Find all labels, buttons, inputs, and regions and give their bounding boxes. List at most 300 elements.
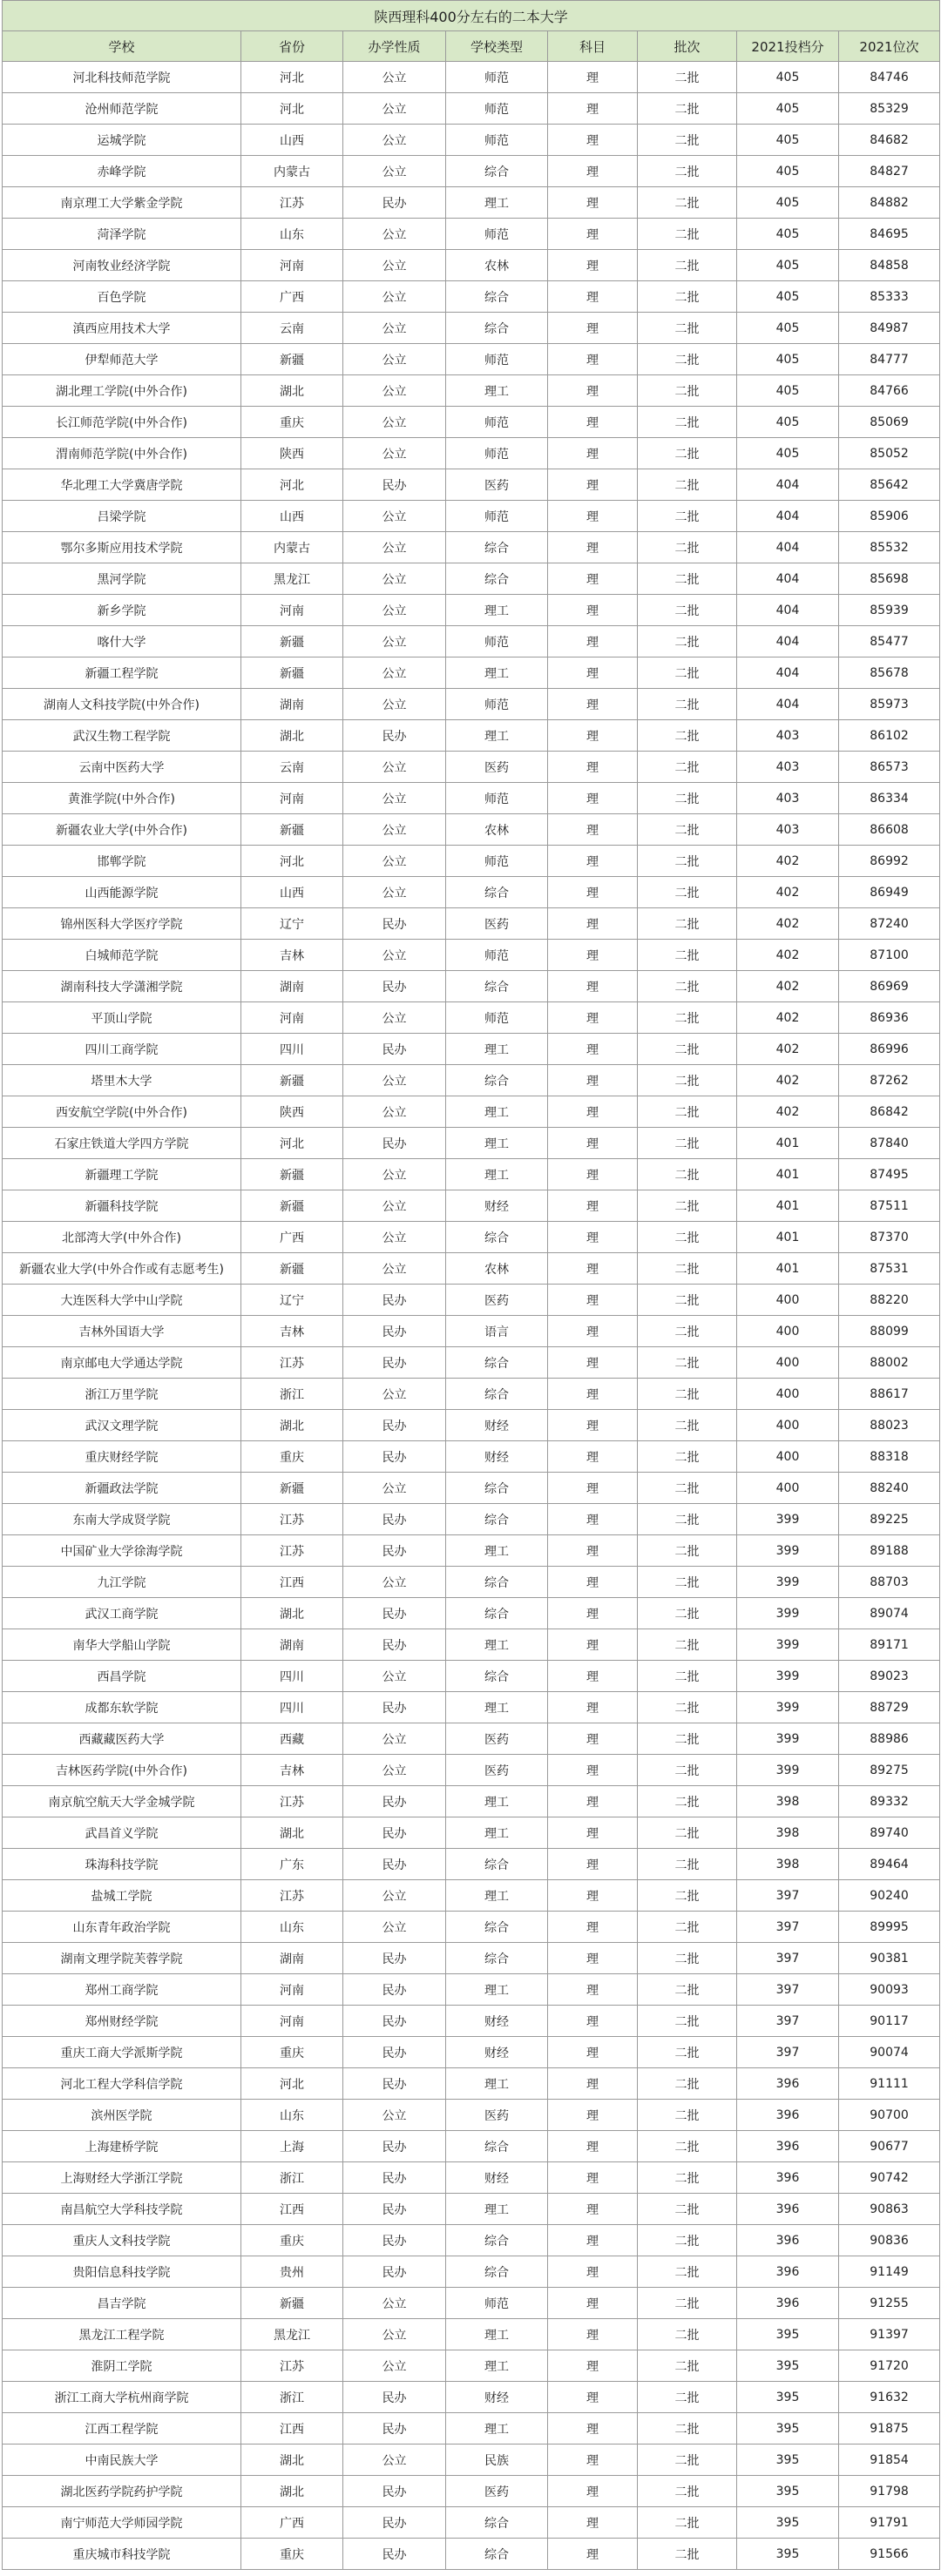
table-row	[3, 783, 940, 814]
university-table	[2, 0, 940, 2570]
cell-batch: 二批	[638, 1096, 737, 1128]
cell-type: 理工	[446, 595, 548, 626]
cell-rank: 86936	[839, 1002, 940, 1034]
cell-rank: 87262	[839, 1065, 940, 1096]
cell-batch: 二批	[638, 438, 737, 469]
cell-type: 民族	[446, 2445, 548, 2476]
cell-nature: 公立	[343, 1912, 446, 1943]
cell-type: 综合	[446, 2539, 548, 2570]
cell-batch: 二批	[638, 281, 737, 313]
cell-subject: 理	[548, 626, 638, 657]
cell-province: 浙江	[241, 2162, 343, 2194]
table-row	[3, 2256, 940, 2288]
cell-type: 综合	[446, 1912, 548, 1943]
cell-score: 403	[737, 814, 839, 846]
cell-school: 四川工商学院	[3, 1034, 241, 1065]
cell-rank: 91397	[839, 2319, 940, 2350]
cell-school: 大连医科大学中山学院	[3, 1285, 241, 1316]
cell-nature: 公立	[343, 407, 446, 438]
cell-province: 湖北	[241, 1817, 343, 1849]
table-row	[3, 1159, 940, 1190]
cell-rank: 88986	[839, 1723, 940, 1755]
cell-province: 湖北	[241, 1410, 343, 1441]
cell-score: 395	[737, 2319, 839, 2350]
cell-school: 珠海科技学院	[3, 1849, 241, 1880]
cell-subject: 理	[548, 1128, 638, 1159]
cell-score: 396	[737, 2162, 839, 2194]
cell-type: 理工	[446, 1880, 548, 1912]
cell-rank: 86969	[839, 971, 940, 1002]
table-row	[3, 2382, 940, 2413]
cell-province: 广西	[241, 281, 343, 313]
cell-school: 九江学院	[3, 1567, 241, 1598]
cell-school: 北部湾大学(中外合作)	[3, 1222, 241, 1253]
cell-subject: 理	[548, 1441, 638, 1473]
cell-province: 江苏	[241, 1347, 343, 1379]
cell-rank: 89740	[839, 1817, 940, 1849]
cell-subject: 理	[548, 2037, 638, 2068]
cell-nature: 公立	[343, 1661, 446, 1692]
table-row	[3, 281, 940, 313]
cell-nature: 民办	[343, 2006, 446, 2037]
cell-score: 402	[737, 846, 839, 877]
cell-type: 理工	[446, 1974, 548, 2006]
cell-school: 新疆农业大学(中外合作)	[3, 814, 241, 846]
cell-batch: 二批	[638, 1849, 737, 1880]
cell-type: 综合	[446, 1943, 548, 1974]
cell-rank: 86992	[839, 846, 940, 877]
cell-rank: 88002	[839, 1347, 940, 1379]
cell-score: 396	[737, 2256, 839, 2288]
cell-subject: 理	[548, 2476, 638, 2507]
cell-school: 新疆农业大学(中外合作或有志愿考生)	[3, 1253, 241, 1285]
cell-subject: 理	[548, 2194, 638, 2225]
cell-rank: 86102	[839, 720, 940, 752]
cell-score: 399	[737, 1723, 839, 1755]
cell-type: 财经	[446, 1441, 548, 1473]
cell-rank: 89995	[839, 1912, 940, 1943]
cell-school: 塔里木大学	[3, 1065, 241, 1096]
cell-subject: 理	[548, 689, 638, 720]
cell-province: 重庆	[241, 407, 343, 438]
cell-score: 395	[737, 2350, 839, 2382]
cell-nature: 民办	[343, 1504, 446, 1535]
cell-school: 湖南科技大学潇湘学院	[3, 971, 241, 1002]
cell-type: 师范	[446, 344, 548, 375]
cell-province: 辽宁	[241, 1285, 343, 1316]
cell-province: 河北	[241, 846, 343, 877]
cell-score: 403	[737, 752, 839, 783]
cell-type: 理工	[446, 2350, 548, 2382]
table-row	[3, 814, 940, 846]
cell-score: 399	[737, 1535, 839, 1567]
cell-rank: 91798	[839, 2476, 940, 2507]
cell-nature: 民办	[343, 1692, 446, 1723]
cell-subject: 理	[548, 2288, 638, 2319]
cell-province: 江苏	[241, 1504, 343, 1535]
cell-school: 湖南人文科技学院(中外合作)	[3, 689, 241, 720]
table-row	[3, 1535, 940, 1567]
cell-type: 医药	[446, 908, 548, 940]
cell-score: 405	[737, 313, 839, 344]
cell-nature: 公立	[343, 1755, 446, 1786]
cell-batch: 二批	[638, 908, 737, 940]
cell-nature: 公立	[343, 2288, 446, 2319]
cell-rank: 88318	[839, 1441, 940, 1473]
cell-school: 西昌学院	[3, 1661, 241, 1692]
cell-score: 397	[737, 1912, 839, 1943]
cell-school: 新疆理工学院	[3, 1159, 241, 1190]
cell-batch: 二批	[638, 1943, 737, 1974]
cell-rank: 91854	[839, 2445, 940, 2476]
cell-nature: 公立	[343, 344, 446, 375]
table-row	[3, 344, 940, 375]
cell-school: 喀什大学	[3, 626, 241, 657]
table-row	[3, 1190, 940, 1222]
cell-nature: 民办	[343, 1410, 446, 1441]
cell-school: 黑龙江工程学院	[3, 2319, 241, 2350]
cell-school: 西藏藏医药大学	[3, 1723, 241, 1755]
cell-rank: 87840	[839, 1128, 940, 1159]
table-row	[3, 469, 940, 501]
cell-subject: 理	[548, 1096, 638, 1128]
cell-subject: 理	[548, 783, 638, 814]
table-row	[3, 752, 940, 783]
cell-type: 理工	[446, 1034, 548, 1065]
cell-score: 395	[737, 2382, 839, 2413]
table-row	[3, 626, 940, 657]
cell-province: 江西	[241, 2413, 343, 2445]
cell-batch: 二批	[638, 1661, 737, 1692]
cell-type: 理工	[446, 1786, 548, 1817]
cell-nature: 公立	[343, 689, 446, 720]
table-row	[3, 971, 940, 1002]
cell-nature: 公立	[343, 1567, 446, 1598]
cell-type: 医药	[446, 469, 548, 501]
cell-nature: 公立	[343, 438, 446, 469]
cell-rank: 90117	[839, 2006, 940, 2037]
cell-province: 重庆	[241, 2225, 343, 2256]
cell-nature: 公立	[343, 2100, 446, 2131]
cell-subject: 理	[548, 1849, 638, 1880]
cell-rank: 85906	[839, 501, 940, 532]
cell-school: 新乡学院	[3, 595, 241, 626]
cell-school: 中国矿业大学徐海学院	[3, 1535, 241, 1567]
cell-batch: 二批	[638, 1253, 737, 1285]
cell-subject: 理	[548, 971, 638, 1002]
table-row	[3, 532, 940, 563]
table-row	[3, 2288, 940, 2319]
cell-province: 湖北	[241, 1598, 343, 1629]
cell-batch: 二批	[638, 407, 737, 438]
cell-province: 黑龙江	[241, 563, 343, 595]
cell-school: 南京理工大学紫金学院	[3, 187, 241, 219]
cell-province: 湖南	[241, 1629, 343, 1661]
cell-school: 新疆政法学院	[3, 1473, 241, 1504]
cell-subject: 理	[548, 1880, 638, 1912]
cell-score: 401	[737, 1222, 839, 1253]
cell-school: 滇西应用技术大学	[3, 313, 241, 344]
cell-subject: 理	[548, 125, 638, 156]
cell-batch: 二批	[638, 783, 737, 814]
cell-batch: 二批	[638, 2068, 737, 2100]
cell-type: 理工	[446, 1096, 548, 1128]
cell-province: 湖南	[241, 1943, 343, 1974]
cell-batch: 二批	[638, 93, 737, 125]
cell-province: 新疆	[241, 2288, 343, 2319]
cell-type: 理工	[446, 657, 548, 689]
cell-batch: 二批	[638, 2194, 737, 2225]
cell-score: 404	[737, 501, 839, 532]
cell-type: 师范	[446, 846, 548, 877]
cell-school: 浙江工商大学杭州商学院	[3, 2382, 241, 2413]
cell-school: 菏泽学院	[3, 219, 241, 250]
cell-type: 师范	[446, 438, 548, 469]
cell-rank: 90240	[839, 1880, 940, 1912]
cell-province: 浙江	[241, 1379, 343, 1410]
cell-province: 吉林	[241, 940, 343, 971]
cell-school: 湖北理工学院(中外合作)	[3, 375, 241, 407]
table-row	[3, 1347, 940, 1379]
cell-type: 理工	[446, 1128, 548, 1159]
cell-school: 河北工程大学科信学院	[3, 2068, 241, 2100]
cell-score: 405	[737, 281, 839, 313]
table-row	[3, 375, 940, 407]
table-row	[3, 1723, 940, 1755]
cell-school: 白城师范学院	[3, 940, 241, 971]
cell-province: 新疆	[241, 1190, 343, 1222]
cell-batch: 二批	[638, 2319, 737, 2350]
cell-nature: 公立	[343, 1723, 446, 1755]
cell-school: 河北科技师范学院	[3, 62, 241, 93]
table-row	[3, 93, 940, 125]
cell-nature: 公立	[343, 940, 446, 971]
cell-batch: 二批	[638, 595, 737, 626]
cell-school: 重庆人文科技学院	[3, 2225, 241, 2256]
cell-score: 400	[737, 1285, 839, 1316]
cell-score: 404	[737, 626, 839, 657]
cell-batch: 二批	[638, 1598, 737, 1629]
cell-province: 四川	[241, 1692, 343, 1723]
cell-batch: 二批	[638, 2382, 737, 2413]
cell-province: 新疆	[241, 657, 343, 689]
cell-subject: 理	[548, 313, 638, 344]
cell-province: 河南	[241, 250, 343, 281]
table-title: 陕西理科400分左右的二本大学	[3, 1, 940, 31]
cell-rank: 89225	[839, 1504, 940, 1535]
cell-score: 405	[737, 438, 839, 469]
cell-rank: 91720	[839, 2350, 940, 2382]
cell-score: 405	[737, 62, 839, 93]
cell-batch: 二批	[638, 2350, 737, 2382]
cell-score: 402	[737, 940, 839, 971]
cell-province: 江苏	[241, 1535, 343, 1567]
table-row	[3, 846, 940, 877]
cell-school: 赤峰学院	[3, 156, 241, 187]
cell-nature: 公立	[343, 1880, 446, 1912]
table-row	[3, 219, 940, 250]
table-row	[3, 2194, 940, 2225]
cell-score: 403	[737, 783, 839, 814]
cell-type: 理工	[446, 1159, 548, 1190]
table-row	[3, 2100, 940, 2131]
table-row	[3, 1473, 940, 1504]
table-row	[3, 407, 940, 438]
cell-province: 陕西	[241, 1096, 343, 1128]
table-row	[3, 1755, 940, 1786]
cell-school: 河南牧业经济学院	[3, 250, 241, 281]
header-batch: 批次	[638, 31, 737, 62]
cell-province: 重庆	[241, 1441, 343, 1473]
cell-subject: 理	[548, 407, 638, 438]
cell-type: 农林	[446, 1253, 548, 1285]
cell-score: 401	[737, 1253, 839, 1285]
cell-batch: 二批	[638, 626, 737, 657]
cell-type: 综合	[446, 281, 548, 313]
cell-subject: 理	[548, 2539, 638, 2570]
cell-nature: 公立	[343, 1473, 446, 1504]
cell-province: 云南	[241, 752, 343, 783]
cell-province: 河南	[241, 2006, 343, 2037]
cell-batch: 二批	[638, 2006, 737, 2037]
cell-type: 师范	[446, 219, 548, 250]
cell-nature: 公立	[343, 1002, 446, 1034]
cell-score: 396	[737, 2068, 839, 2100]
table-row	[3, 908, 940, 940]
cell-school: 云南中医药大学	[3, 752, 241, 783]
table-row	[3, 877, 940, 908]
cell-subject: 理	[548, 219, 638, 250]
cell-province: 四川	[241, 1661, 343, 1692]
cell-type: 综合	[446, 1849, 548, 1880]
cell-rank: 85052	[839, 438, 940, 469]
cell-rank: 85642	[839, 469, 940, 501]
table-row	[3, 1410, 940, 1441]
cell-school: 新疆科技学院	[3, 1190, 241, 1222]
cell-subject: 理	[548, 1347, 638, 1379]
cell-province: 江西	[241, 2194, 343, 2225]
cell-nature: 民办	[343, 1629, 446, 1661]
cell-province: 重庆	[241, 2037, 343, 2068]
cell-type: 理工	[446, 187, 548, 219]
cell-province: 河北	[241, 1128, 343, 1159]
header-nature: 办学性质	[343, 31, 446, 62]
cell-subject: 理	[548, 940, 638, 971]
cell-rank: 91111	[839, 2068, 940, 2100]
table-row	[3, 2037, 940, 2068]
cell-nature: 公立	[343, 2445, 446, 2476]
cell-type: 综合	[446, 877, 548, 908]
cell-score: 402	[737, 971, 839, 1002]
cell-subject: 理	[548, 344, 638, 375]
cell-school: 黄淮学院(中外合作)	[3, 783, 241, 814]
table-row	[3, 501, 940, 532]
cell-batch: 二批	[638, 62, 737, 93]
cell-type: 医药	[446, 1285, 548, 1316]
cell-batch: 二批	[638, 1159, 737, 1190]
cell-nature: 公立	[343, 93, 446, 125]
cell-score: 397	[737, 2006, 839, 2037]
cell-rank: 84682	[839, 125, 940, 156]
cell-rank: 90836	[839, 2225, 940, 2256]
cell-rank: 84987	[839, 313, 940, 344]
cell-batch: 二批	[638, 2539, 737, 2570]
cell-school: 南京航空航天大学金城学院	[3, 1786, 241, 1817]
cell-province: 山东	[241, 1912, 343, 1943]
cell-rank: 87370	[839, 1222, 940, 1253]
cell-score: 395	[737, 2445, 839, 2476]
table-row	[3, 1034, 940, 1065]
cell-score: 402	[737, 877, 839, 908]
cell-nature: 民办	[343, 2382, 446, 2413]
cell-score: 405	[737, 219, 839, 250]
cell-province: 新疆	[241, 814, 343, 846]
cell-subject: 理	[548, 1912, 638, 1943]
cell-batch: 二批	[638, 1567, 737, 1598]
cell-batch: 二批	[638, 1723, 737, 1755]
table-row	[3, 187, 940, 219]
cell-subject: 理	[548, 187, 638, 219]
cell-type: 师范	[446, 783, 548, 814]
cell-nature: 公立	[343, 1190, 446, 1222]
cell-school: 运城学院	[3, 125, 241, 156]
cell-nature: 公立	[343, 752, 446, 783]
cell-score: 398	[737, 1817, 839, 1849]
cell-rank: 84858	[839, 250, 940, 281]
cell-subject: 理	[548, 1190, 638, 1222]
cell-type: 综合	[446, 1504, 548, 1535]
cell-nature: 民办	[343, 2037, 446, 2068]
cell-province: 河北	[241, 2068, 343, 2100]
cell-province: 吉林	[241, 1316, 343, 1347]
cell-province: 四川	[241, 1034, 343, 1065]
cell-score: 399	[737, 1598, 839, 1629]
cell-batch: 二批	[638, 1410, 737, 1441]
cell-batch: 二批	[638, 1504, 737, 1535]
cell-province: 湖南	[241, 689, 343, 720]
cell-province: 江苏	[241, 187, 343, 219]
cell-province: 浙江	[241, 2382, 343, 2413]
cell-score: 395	[737, 2413, 839, 2445]
cell-nature: 民办	[343, 1034, 446, 1065]
cell-type: 综合	[446, 313, 548, 344]
cell-school: 渭南师范学院(中外合作)	[3, 438, 241, 469]
table-row	[3, 438, 940, 469]
cell-province: 西藏	[241, 1723, 343, 1755]
cell-school: 沧州师范学院	[3, 93, 241, 125]
cell-score: 404	[737, 595, 839, 626]
cell-subject: 理	[548, 595, 638, 626]
table-row	[3, 2162, 940, 2194]
cell-score: 401	[737, 1159, 839, 1190]
cell-province: 河北	[241, 62, 343, 93]
cell-nature: 公立	[343, 62, 446, 93]
cell-score: 402	[737, 1034, 839, 1065]
cell-nature: 民办	[343, 1285, 446, 1316]
cell-batch: 二批	[638, 1034, 737, 1065]
cell-school: 江西工程学院	[3, 2413, 241, 2445]
cell-subject: 理	[548, 2445, 638, 2476]
table-row	[3, 1567, 940, 1598]
cell-type: 财经	[446, 1410, 548, 1441]
cell-type: 理工	[446, 2413, 548, 2445]
cell-score: 395	[737, 2539, 839, 2570]
cell-subject: 理	[548, 438, 638, 469]
cell-rank: 84695	[839, 219, 940, 250]
table-row	[3, 2445, 940, 2476]
cell-score: 400	[737, 1347, 839, 1379]
cell-batch: 二批	[638, 1128, 737, 1159]
